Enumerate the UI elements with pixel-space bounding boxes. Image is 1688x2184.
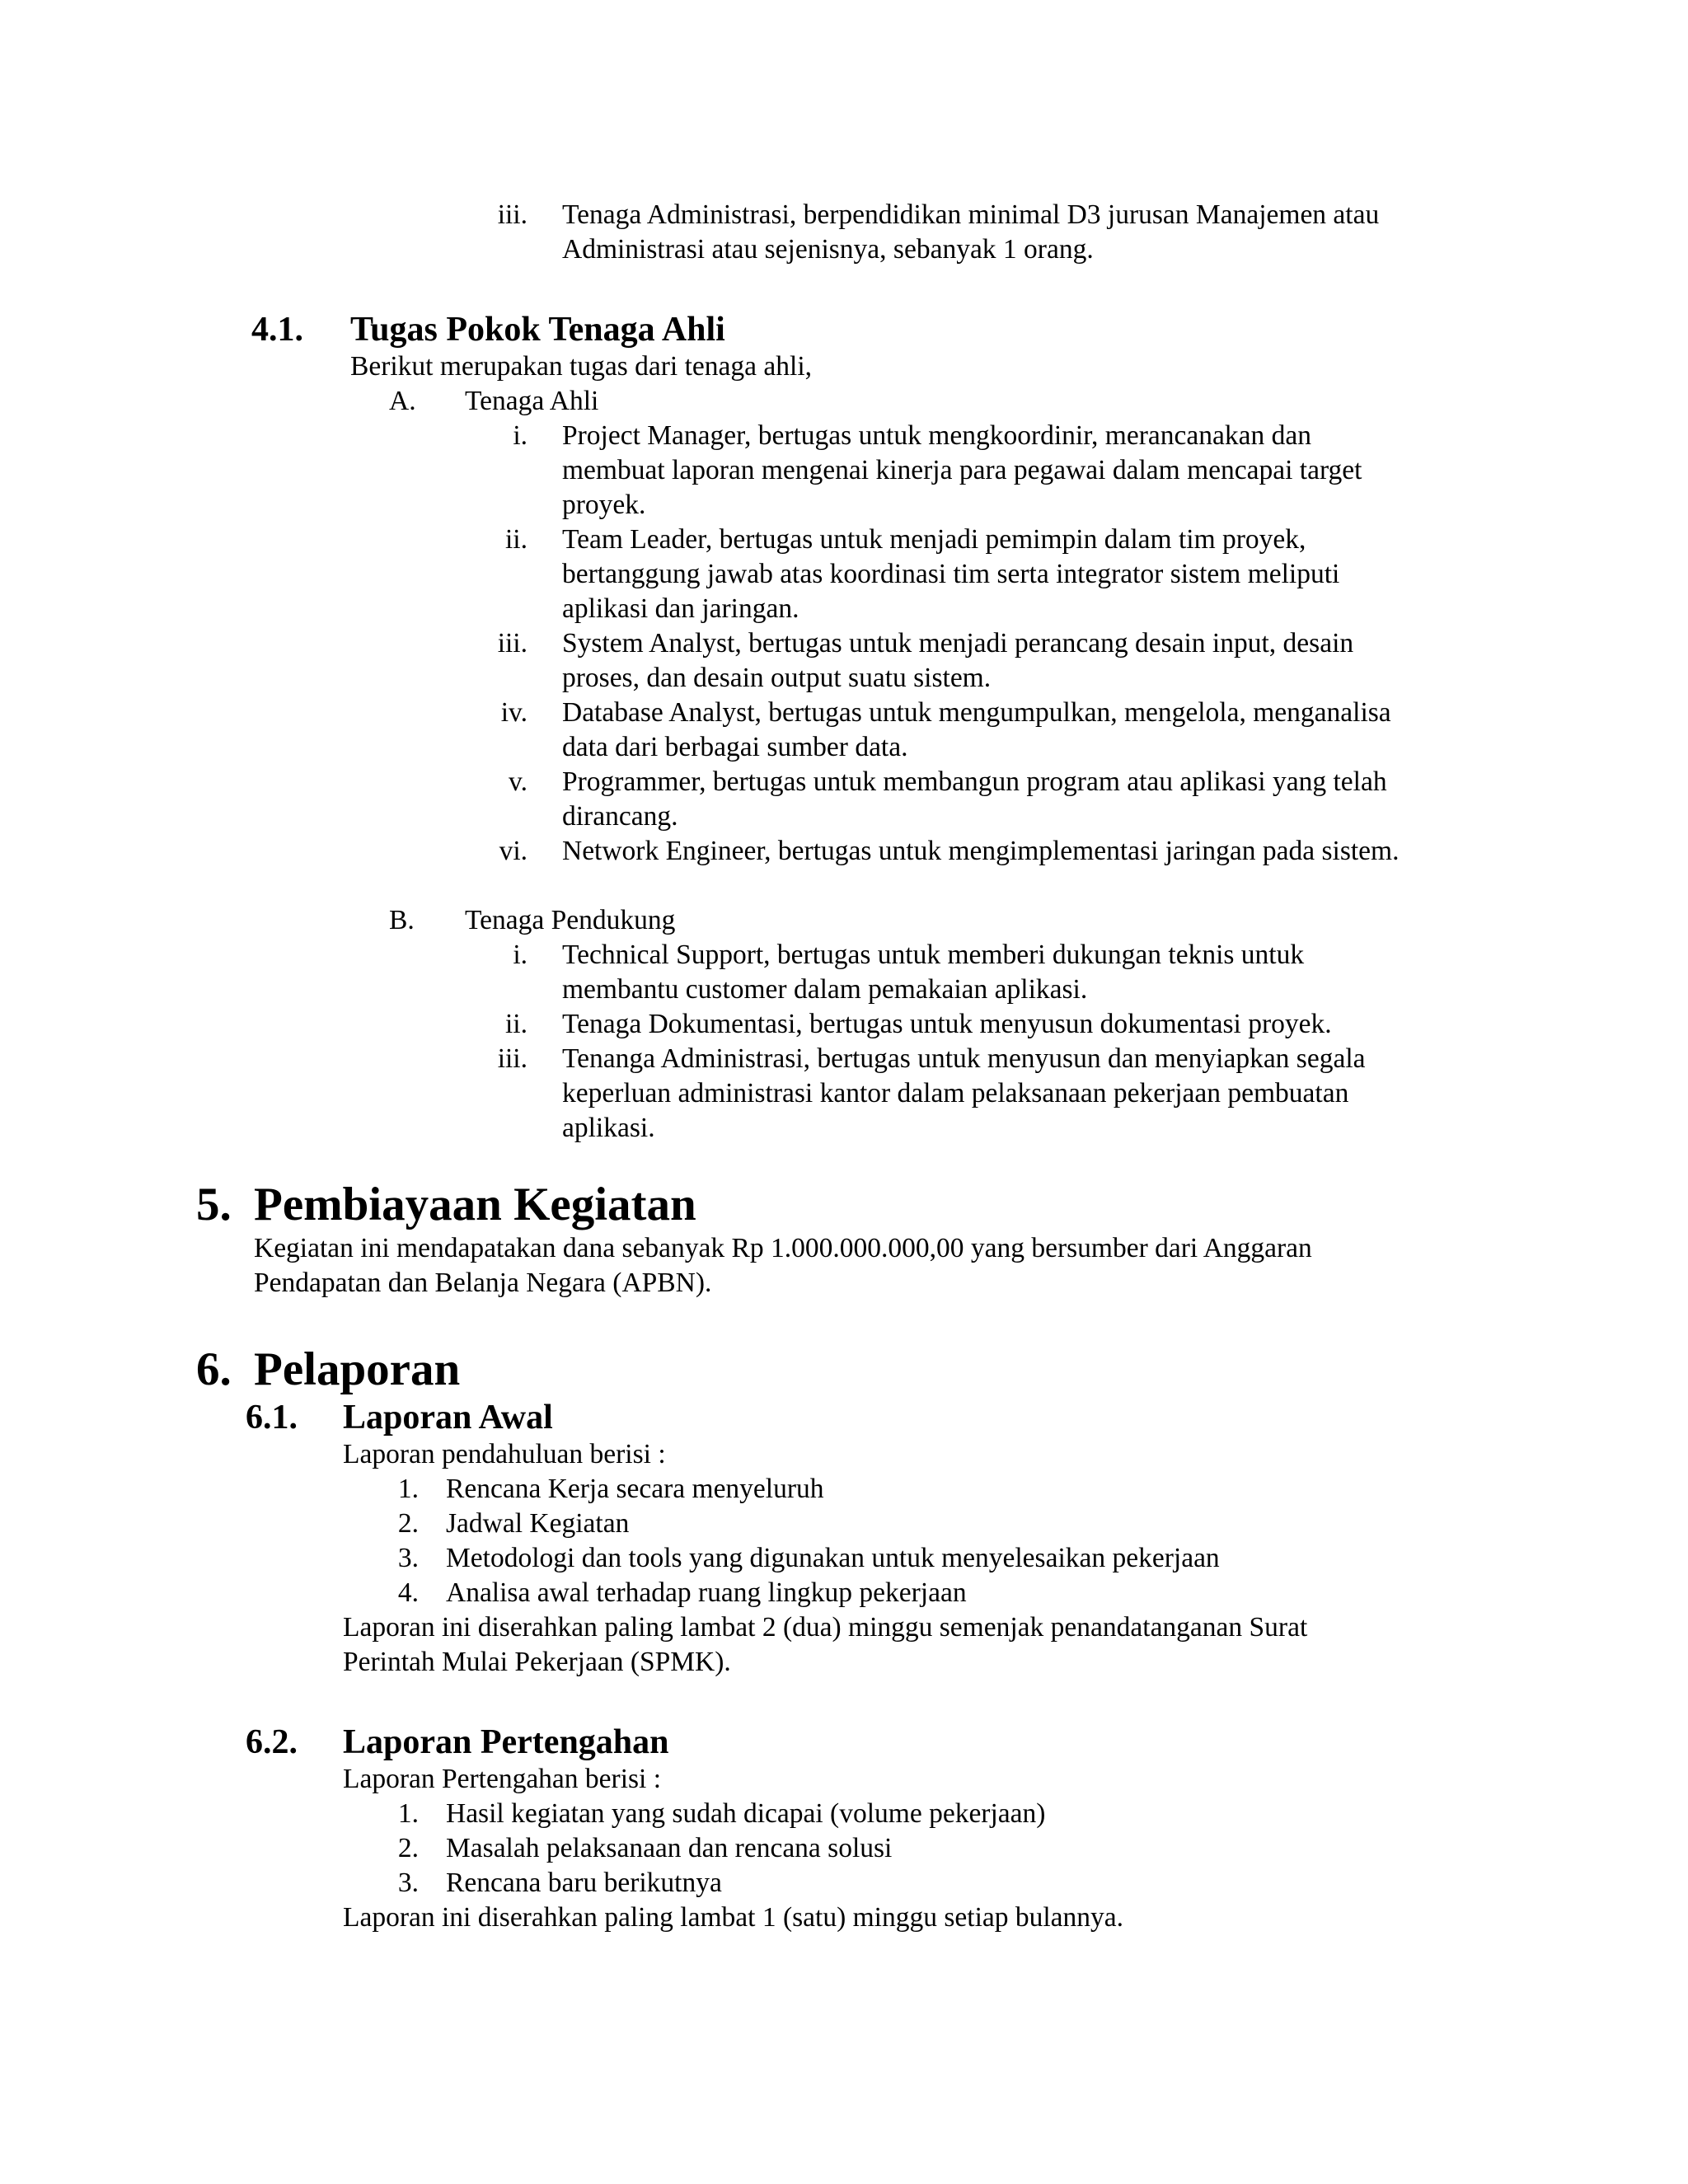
group-label: Tenaga Pendukung [465, 905, 676, 935]
paragraph: Laporan ini diserahkan paling lambat 2 (dua) minggu semenjak penandatanganan Surat [343, 1612, 1308, 1643]
list-item-line: aplikasi. [562, 1113, 655, 1143]
section-heading: Laporan Awal [343, 1399, 553, 1436]
group-marker: A. [389, 386, 416, 416]
list-item-line: membuat laporan mengenai kinerja para pegawai dalam mencapai target [562, 455, 1362, 485]
list-item-line: Project Manager, bertugas untuk mengkoordinir, merancanakan dan [562, 420, 1311, 451]
list-item-line: Tenaga Administrasi, berpendidikan minimal D3 jurusan Manajemen atau [562, 199, 1380, 230]
list-marker: vi. [499, 836, 528, 866]
list-marker: iii. [497, 199, 528, 230]
list-item-line: Technical Support, bertugas untuk memberi dukungan teknis untuk [562, 940, 1305, 970]
section-heading: Pelaporan [254, 1343, 461, 1395]
list-item: Rencana Kerja secara menyeluruh [446, 1474, 824, 1504]
list-item-line: proyek. [562, 490, 646, 520]
list-item-line: Tenanga Administrasi, bertugas untuk menyusun dan menyiapkan segala [562, 1043, 1366, 1074]
list-item: Masalah pelaksanaan dan rencana solusi [446, 1833, 893, 1863]
section-number: 6.2. [246, 1723, 298, 1761]
list-marker: 3. [397, 1543, 419, 1573]
list-item-line: Tenaga Dokumentasi, bertugas untuk menyusun dokumentasi proyek. [562, 1009, 1332, 1039]
list-marker: 3. [397, 1868, 419, 1898]
list-marker: iii. [497, 628, 528, 658]
list-item-line: Network Engineer, bertugas untuk mengimplementasi jaringan pada sistem. [562, 836, 1400, 866]
section-number: 6.1. [246, 1399, 298, 1436]
list-item-line: Administrasi atau sejenisnya, sebanyak 1 orang. [562, 234, 1094, 265]
paragraph: Perintah Mulai Pekerjaan (SPMK). [343, 1647, 731, 1677]
list-item-line: Programmer, bertugas untuk membangun program atau aplikasi yang telah [562, 766, 1387, 797]
list-item-line: Database Analyst, bertugas untuk mengumpulkan, mengelola, menganalisa [562, 697, 1391, 728]
list-item-line: System Analyst, bertugas untuk menjadi perancang desain input, desain [562, 628, 1354, 658]
section-heading: Laporan Pertengahan [343, 1723, 669, 1761]
list-item: Analisa awal terhadap ruang lingkup pekerjaan [446, 1577, 967, 1608]
list-marker: i. [513, 420, 528, 451]
list-item: Metodologi dan tools yang digunakan untuk menyelesaikan pekerjaan [446, 1543, 1220, 1573]
group-label: Tenaga Ahli [465, 386, 599, 416]
section-number: 4.1. [251, 311, 303, 349]
list-marker: ii. [505, 1009, 528, 1039]
list-item-line: dirancang. [562, 801, 678, 832]
paragraph: Kegiatan ini mendapatakan dana sebanyak Rp 1.000.000.000,00 yang bersumber dari Anggaran [254, 1233, 1312, 1263]
paragraph: Pendapatan dan Belanja Negara (APBN). [254, 1268, 712, 1298]
list-marker: 2. [397, 1833, 419, 1863]
list-marker: iv. [500, 697, 528, 728]
list-marker: 2. [397, 1508, 419, 1539]
list-item: Rencana baru berikutnya [446, 1868, 722, 1898]
list-item-line: data dari berbagai sumber data. [562, 732, 908, 762]
section-heading: Tugas Pokok Tenaga Ahli [350, 311, 725, 349]
list-item: Jadwal Kegiatan [446, 1508, 630, 1539]
list-item-line: aplikasi dan jaringan. [562, 593, 799, 624]
list-item-line: keperluan administrasi kantor dalam pelaksanaan pekerjaan pembuatan [562, 1078, 1349, 1108]
section-heading: Pembiayaan Kegiatan [254, 1179, 696, 1230]
list-marker: v. [509, 766, 528, 797]
list-marker: 4. [397, 1577, 419, 1608]
paragraph: Laporan pendahuluan berisi : [343, 1439, 666, 1469]
list-item-line: bertanggung jawab atas koordinasi tim serta integrator sistem meliputi [562, 559, 1340, 589]
section-number: 6. [196, 1343, 232, 1395]
list-marker: iii. [497, 1043, 528, 1074]
list-marker: 1. [397, 1798, 419, 1829]
list-item: Hasil kegiatan yang sudah dicapai (volume pekerjaan) [446, 1798, 1046, 1829]
group-marker: B. [389, 905, 415, 935]
list-marker: i. [513, 940, 528, 970]
paragraph: Berikut merupakan tugas dari tenaga ahli, [350, 351, 812, 382]
list-marker: 1. [397, 1474, 419, 1504]
list-item-line: Team Leader, bertugas untuk menjadi pemimpin dalam tim proyek, [562, 524, 1306, 555]
paragraph: Laporan Pertengahan berisi : [343, 1764, 662, 1794]
section-number: 5. [196, 1179, 232, 1230]
list-item-line: proses, dan desain output suatu sistem. [562, 663, 992, 693]
paragraph: Laporan ini diserahkan paling lambat 1 (satu) minggu setiap bulannya. [343, 1902, 1124, 1933]
list-item-line: membantu customer dalam pemakaian aplikasi. [562, 974, 1088, 1005]
list-marker: ii. [505, 524, 528, 555]
